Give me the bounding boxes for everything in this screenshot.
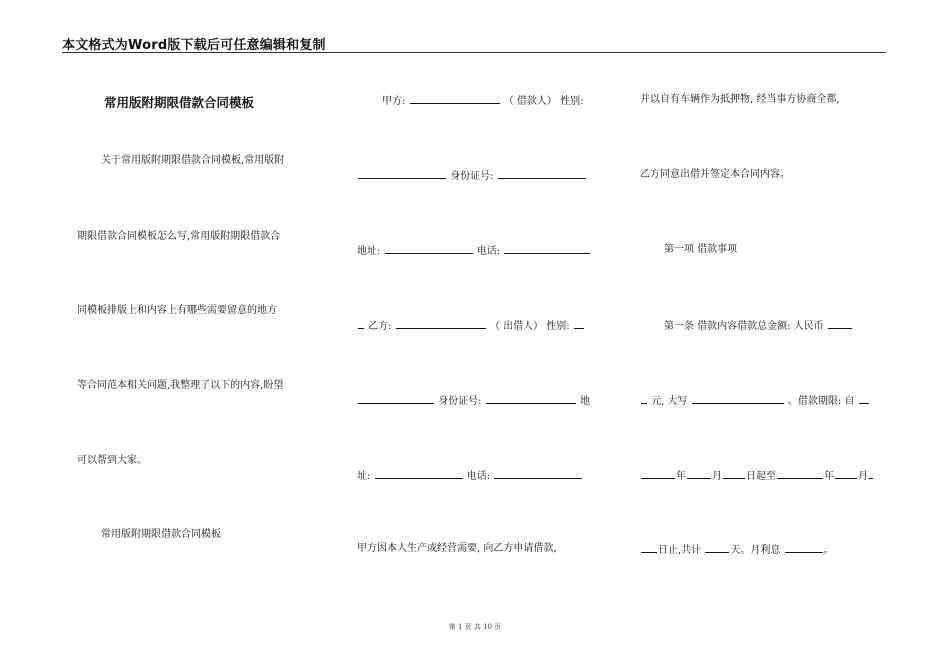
borrower-gender-label: （ 借款人） 性别:	[503, 96, 584, 107]
blank-field	[835, 468, 857, 479]
blank-field	[641, 393, 647, 404]
section-heading: 常用版附期限借款合同模板	[101, 529, 221, 540]
paragraph-line: 期限借款合同模板怎么写,常用版附期限借款合	[77, 231, 281, 242]
address-label-part: 地	[579, 396, 590, 407]
blank-field	[504, 243, 590, 254]
loan-amount-label: 第一条 借款内容借款总金额: 人民币	[664, 321, 824, 332]
loan-amount-line	[664, 318, 853, 334]
blank-field	[498, 168, 586, 179]
blank-field	[574, 318, 584, 329]
blank-field	[705, 542, 729, 553]
paragraph-line: 同模板排版上和内容上有哪些需要留意的地方	[77, 305, 277, 316]
blank-field	[486, 393, 576, 404]
interest-line	[640, 542, 834, 558]
lender-gender-label: （ 出借人） 性别:	[489, 321, 570, 332]
address-label: 地址:	[357, 246, 381, 257]
blank-field	[641, 468, 675, 479]
party-b-line	[357, 318, 585, 334]
blank-field	[687, 468, 711, 479]
id-label: 身份证号:	[438, 396, 482, 407]
capital-label: 元, 大写	[651, 396, 688, 407]
month-label: 月	[858, 471, 868, 482]
term-label: 。借款期限: 自	[787, 396, 855, 407]
party-a-id-line	[357, 168, 587, 184]
paragraph-line: 关于常用版附期限借款合同模板,常用版附	[101, 155, 285, 166]
blank-field	[723, 468, 745, 479]
period-mark: 。	[823, 545, 834, 556]
blank-field	[828, 318, 852, 329]
date-range-line	[640, 468, 874, 484]
party-b-label: 乙方:	[368, 321, 392, 332]
blank-field	[396, 318, 486, 329]
paragraph-line: 可以帮到大家。	[77, 455, 147, 466]
blank-field	[358, 168, 446, 179]
party-a-address-line	[357, 243, 591, 259]
phone-label: 电话:	[466, 471, 491, 482]
interest-label: 天。月利息	[730, 545, 781, 556]
id-label: 身份证号:	[450, 171, 494, 182]
blank-field	[641, 542, 657, 553]
page-number: 第 1 页 共 10 页	[448, 623, 502, 631]
blank-field	[785, 542, 823, 553]
year-label: 年	[676, 471, 686, 482]
header-divider	[62, 52, 886, 53]
year-label: 年	[824, 471, 834, 482]
blank-field	[869, 468, 873, 479]
party-a-line	[382, 93, 583, 109]
paragraph-line: 并以自有车辆作为抵押物, 经当事方协商全都,	[640, 94, 840, 105]
blank-field	[358, 393, 434, 404]
loan-term-line	[640, 393, 870, 409]
blank-field	[692, 393, 784, 404]
paragraph-line: 甲方因本人生产或经营需要, 向乙方申请借款,	[357, 543, 557, 554]
document-title: 常用版附期限借款合同模板	[104, 95, 255, 110]
blank-field	[859, 393, 869, 404]
party-b-address-line	[357, 468, 583, 484]
start-label: 日起至	[746, 471, 776, 482]
party-a-label: 甲方:	[382, 96, 406, 107]
header-text: 本文格式为Word版下载后可任意编辑和复制	[62, 38, 326, 53]
month-label: 月	[712, 471, 722, 482]
blank-field	[358, 318, 364, 329]
address-label-part: 址:	[357, 471, 371, 482]
paragraph-line: 等合同范本相关问题,我整理了以下的内容,盼望	[77, 380, 284, 391]
section-heading: 第一项 借款事项	[664, 244, 738, 255]
blank-field	[494, 468, 582, 479]
blank-field	[777, 468, 823, 479]
blank-field	[375, 468, 463, 479]
party-b-id-line	[357, 393, 590, 409]
blank-field	[385, 243, 473, 254]
end-total-label: 日止,共计	[658, 545, 702, 556]
paragraph-line: 乙方同意出借并签定本合同内容。	[640, 169, 790, 180]
phone-label: 电话:	[476, 246, 501, 257]
blank-field	[410, 93, 500, 104]
